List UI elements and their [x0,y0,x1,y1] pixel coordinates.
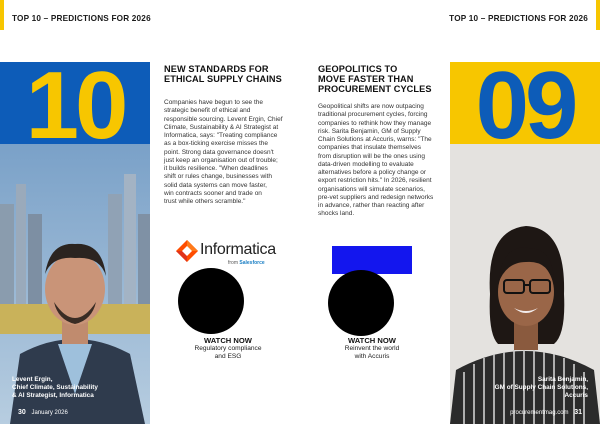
body-line: companies that insulate themselves [318,144,421,152]
article-title-right [318,64,446,94]
caption-role-right-2: Accuris [564,392,588,399]
watch-now-title-right: WATCH NOW [348,336,396,345]
website-url[interactable]: procurementmag.com [510,410,569,416]
header-accent-right [596,0,600,30]
article-title-right-line1: GEOPOLITICS TO [318,64,398,74]
body-line: as a box-ticking exercise misses the [164,140,269,148]
number-band-right [450,62,600,144]
body-line: organisations will simulate scenarios, [318,185,425,193]
page-number-left: 30 [18,409,26,416]
photo-caption-left [12,376,98,400]
caption-role-right-1: GM of Supply Chain Solutions, [494,384,588,391]
running-header-right: TOP 10 – PREDICTIONS FOR 2026 [449,14,588,23]
body-line: export restriction hits." In 2026, resilient [318,177,432,185]
running-header-left: TOP 10 – PREDICTIONS FOR 2026 [12,14,151,23]
body-line: Geopolitical shifts are now outpacing [318,103,424,110]
body-line: strategic benefit of ethical and [164,107,251,115]
hero-panel-left [0,62,150,424]
body-line: win contracts sooner and trade on [164,189,262,197]
logo-salesforce: Salesforce [239,260,265,266]
watch-now-desc-left-1: Regulatory compliance [194,345,262,352]
body-line: it builds resilience. "When deadlines [164,165,268,172]
body-line: risk. Sarita Benjamin, GM of Supply [318,127,421,135]
article-title-left-line2: ETHICAL SUPPLY CHAINS [164,74,282,84]
body-line: companies to rethink how they manage [318,119,432,127]
body-line: trust while others scramble." [164,198,246,205]
body-line: Informatica, says: "Treating compliance [164,132,278,139]
article-title-left-line1: NEW STANDARDS FOR [164,64,269,74]
watch-now-left[interactable] [178,336,278,361]
body-line: Companies have begun to see the [164,99,264,106]
watch-now-desc-right-2: with Accuris [354,353,390,360]
article-column-left [164,64,292,206]
photo-caption-right [495,376,588,400]
article-title-right-line3: PROCUREMENT CYCLES [318,84,432,94]
footer-right [510,409,586,416]
body-line: Chain Solutions at Accuris, warns: "The [318,136,432,143]
body-line: shift or rules change, businesses with [164,173,273,181]
body-line: Climate, Sustainability & AI Strategist at [164,123,279,131]
article-body-left [164,99,292,206]
watch-now-desc-right-1: Reinvent the world [344,345,400,352]
body-line: responsible sourcing. Levent Ergin, Chief [164,115,283,123]
caption-role-left-1: Chief Climate, Sustainability [12,384,98,391]
body-line: just keep an organisation out of trouble; [164,156,278,164]
body-line: data-driven modelling to evaluate [318,160,414,168]
prediction-number-09: 09 [475,62,575,144]
informatica-diamond-icon [176,240,198,262]
body-line: traditional procurement cycles, forcing [318,111,428,119]
body-line: pre-vet suppliers and redesign networks [318,193,434,201]
video-thumbnail-left[interactable] [178,268,244,334]
accuris-banner [332,246,412,274]
logo-subline [228,260,265,266]
body-line: solid data systems can move faster, [164,181,267,189]
header-accent-left [0,0,4,30]
watch-now-title-left: WATCH NOW [204,336,252,345]
article-title-right-line2: MOVE FASTER THAN [318,74,414,84]
number-band-left [0,62,150,144]
video-thumbnail-right[interactable] [328,270,394,336]
hero-panel-right [450,62,600,424]
caption-role-left-2: & AI Strategist, Informatica [12,392,94,399]
logo-from: from [228,260,238,266]
body-line: from disruption will be the ones using [318,152,425,160]
footer-left [14,409,68,416]
article-body-right [318,103,446,219]
body-line: shocks land. [318,210,355,218]
watch-now-right[interactable] [322,336,422,361]
prediction-number-10: 10 [25,62,125,144]
caption-name-left: Levent Ergin, [12,376,53,383]
informatica-logo[interactable] [176,240,276,270]
article-column-right [318,64,446,219]
logo-wordmark: Informatica [200,241,276,258]
issue-date: January 2026 [31,410,68,416]
caption-name-right: Sarita Benjamin, [537,376,588,383]
watch-now-desc-left-2: and ESG [214,353,242,360]
page-number-right: 31 [574,409,582,416]
body-line: point. Strong data governance doesn't [164,148,274,156]
article-title-left [164,64,292,84]
body-line: alternatives before a policy change or [318,169,427,176]
body-line: in advance, rather than reacting after [318,202,425,209]
